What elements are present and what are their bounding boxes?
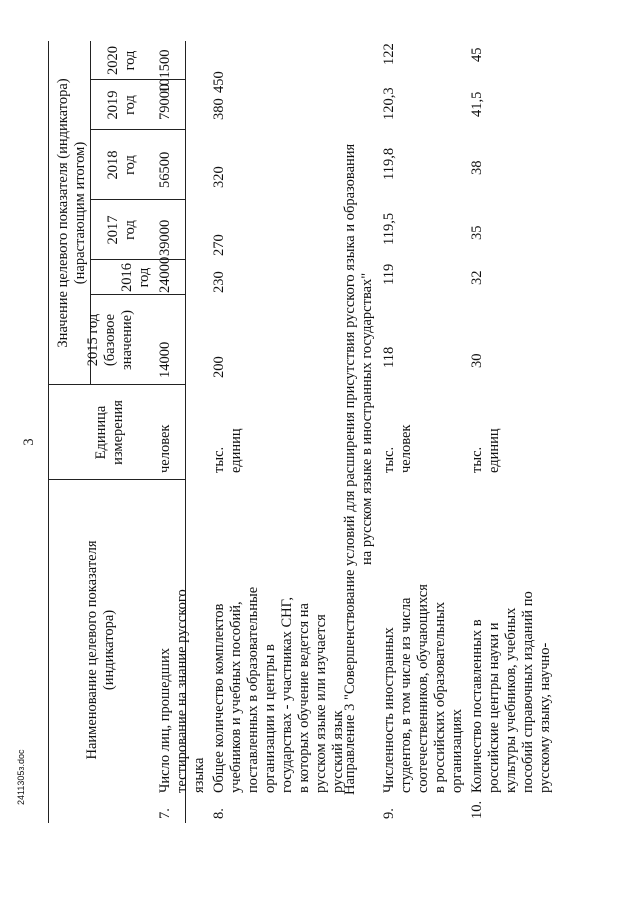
row-8-name-line1: Общее количество комплектов xyxy=(211,603,227,793)
year-2016-label: год xyxy=(136,267,152,288)
row-8-name-line8: русский язык xyxy=(330,710,346,793)
row-9-name-line3: соотечественников, обучающихся xyxy=(415,584,431,793)
row-8-name-line6: в которых обучение ведется на xyxy=(296,603,312,793)
header-group-line1: Значение целевого показателя (индикатора) xyxy=(55,78,71,348)
row-7-value-2018: 56500 xyxy=(157,151,173,188)
row-8-value-2018: 320 xyxy=(211,166,227,188)
year-2017-label: год xyxy=(122,220,138,240)
row-7-name-line2: тестирование на знание русского xyxy=(174,589,190,793)
row-8-name-line5: государствах - участниках СНГ, xyxy=(279,597,295,793)
row-7-name-line1: Число лиц, прошедших xyxy=(157,648,173,793)
row-10-value-2020: 45 xyxy=(469,47,485,62)
row-9-name-line1: Численность иностранных xyxy=(381,627,397,793)
row-10-value-2018: 38 xyxy=(469,160,485,175)
row-10-name-line1: Количество поставленных в xyxy=(469,619,485,793)
row-8-name-line2: учебников и учебных пособий, xyxy=(228,601,244,793)
row-8-value-2017: 270 xyxy=(211,234,227,256)
row-9-value-2018: 119,8 xyxy=(381,147,397,180)
row-10-unit-line1: тыс. xyxy=(469,446,485,473)
row-9-name-line2: студентов, в том числе из числа xyxy=(398,597,414,793)
row-10-name-line3: культуры учебников, учебных xyxy=(503,607,519,793)
row-8-number: 8. xyxy=(211,808,227,819)
section-heading-line2: на русском языке в иностранных государствах" xyxy=(359,272,375,565)
row-9-base: 118 xyxy=(381,346,397,368)
year-2020: 2020 xyxy=(105,46,121,75)
row-7-base: 14000 xyxy=(157,341,173,378)
row-10-value-2016: 32 xyxy=(469,270,485,285)
header-name-line2: (индикатора) xyxy=(101,609,117,691)
row-9-name-line5: организациях xyxy=(449,708,465,793)
section-heading-line1: Направление 3 "Совершенствование условий для расширения присутствия русского языка и образования xyxy=(342,143,358,795)
row-10-value-2017: 35 xyxy=(469,225,485,240)
row-9-value-2017: 119,5 xyxy=(381,212,397,245)
row-7-value-2020: 101500 xyxy=(157,49,173,93)
row-8-unit-line2: единиц xyxy=(228,428,244,473)
row-8-name-line7: русском языке или изучается xyxy=(313,614,329,793)
row-9-name-line4: в российских образовательных xyxy=(432,601,448,793)
row-7-unit: человек xyxy=(157,424,173,473)
row-8-value-2020: 450 xyxy=(211,71,227,93)
year-2016: 2016 xyxy=(119,263,135,292)
row-7-name-line3: языка xyxy=(191,757,207,793)
row-9-value-2019: 120,3 xyxy=(381,87,397,120)
header-base-line2: (базовое xyxy=(102,313,118,367)
row-8-name-line3: поставленных в образовательные xyxy=(245,586,261,793)
row-10-base: 30 xyxy=(469,353,485,368)
row-8-unit-line1: тыс. xyxy=(211,446,227,473)
row-10-number: 10. xyxy=(469,800,485,819)
row-10-name-line4: пособий справочных изданий по xyxy=(520,591,536,793)
row-8-name-line4: организации и центры в xyxy=(262,644,278,793)
row-10-value-2019: 41,5 xyxy=(469,91,485,117)
footer-doc-code: 2411305з.doc xyxy=(16,749,26,805)
row-9-unit-line1: тыс. xyxy=(381,446,397,473)
table-top-border xyxy=(48,41,49,823)
row-7-value-2019: 79000 xyxy=(157,83,173,120)
row-10-name-line2: российские центры науки и xyxy=(486,622,502,793)
row-9-number: 9. xyxy=(381,808,397,819)
header-base-line3: значение) xyxy=(119,310,135,370)
row-10-name-line5: русскому языку, научно- xyxy=(537,642,553,793)
header-unit-line1: Единица xyxy=(93,405,109,460)
year-2018: 2018 xyxy=(105,150,121,180)
header-unit-line2: измерения xyxy=(110,400,126,465)
year-2020-label: год xyxy=(122,50,138,71)
header-group-line2: (нарастающим итогом) xyxy=(72,141,88,285)
page-number: 3 xyxy=(21,438,37,446)
row-8-base: 200 xyxy=(211,356,227,378)
year-2019: 2019 xyxy=(105,90,121,120)
row-9-value-2016: 119 xyxy=(381,263,397,285)
year-2018-label: год xyxy=(122,155,138,175)
row-9-value-2020: 122 xyxy=(381,43,397,65)
row-8-value-2019: 380 xyxy=(211,98,227,120)
row-7-value-2016: 24000 xyxy=(157,256,173,293)
year-2019-label: год xyxy=(122,95,138,115)
header-base-line1: 2015 год xyxy=(85,313,101,367)
year-2017: 2017 xyxy=(105,215,121,245)
row-7-number: 7. xyxy=(157,808,173,819)
row-8-value-2016: 230 xyxy=(211,271,227,293)
row-10-unit-line2: единиц xyxy=(486,428,502,473)
row-9-unit-line2: человек xyxy=(398,424,414,473)
row-7-value-2017: 39000 xyxy=(157,219,173,256)
header-name-line1: Наименование целевого показателя xyxy=(84,540,100,760)
